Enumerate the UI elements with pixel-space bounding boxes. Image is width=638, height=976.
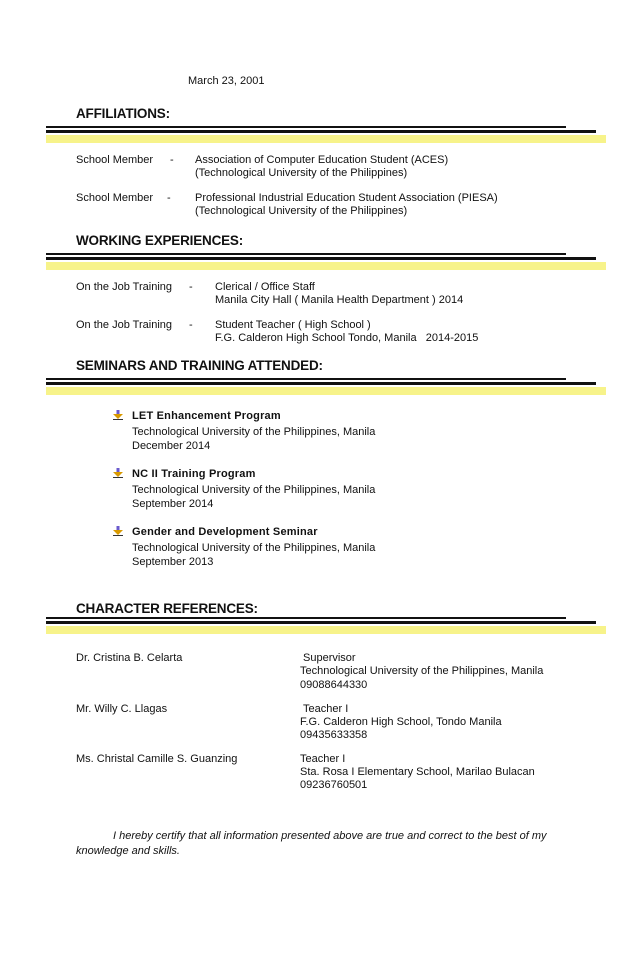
section-rule-highlight (46, 262, 606, 270)
reference-org: Technological University of the Philippines, Manila (300, 665, 544, 677)
seminar-date: September 2014 (132, 498, 214, 510)
certification-statement (76, 829, 566, 859)
affiliation-role: School Member (76, 154, 154, 166)
reference-name: Mr. Willy C. Llagas (76, 703, 168, 715)
seminar-place: Technological University of the Philippines, Manila (132, 484, 376, 496)
reference-position: Teacher I (300, 753, 346, 765)
affiliation-org: Professional Industrial Education Student Association (PIESA) (195, 192, 498, 204)
section-rule-thin (46, 126, 566, 128)
section-rule-thick (46, 621, 596, 624)
reference-position: Supervisor (303, 652, 356, 664)
section-rule-highlight (46, 626, 606, 634)
seminar-title: Gender and Development Seminar (132, 526, 318, 538)
affiliation-org: Association of Computer Education Student (ACES) (195, 154, 449, 166)
seminar-place: Technological University of the Philippines, Manila (132, 426, 376, 438)
reference-org: Sta. Rosa I Elementary School, Marilao Bulacan (300, 766, 535, 778)
section-rule-thick (46, 257, 596, 260)
section-rule-highlight (46, 135, 606, 143)
affiliations-heading: AFFILIATIONS: (76, 106, 170, 121)
work-place: Manila City Hall ( Manila Health Department ) 2014 (215, 294, 464, 306)
affiliation-role: School Member (76, 192, 154, 204)
references-heading: CHARACTER REFERENCES: (76, 601, 258, 616)
reference-phone: 09236760501 (300, 779, 368, 791)
affiliation-school: (Technological University of the Philippines) (195, 167, 408, 179)
arrow-down-bullet-icon (113, 526, 123, 536)
arrow-down-bullet-icon (113, 468, 123, 478)
top-date: March 23, 2001 (188, 75, 265, 87)
certification-line: I hereby certify that all information presented above are true and correct to the best of my (113, 830, 547, 842)
seminar-place: Technological University of the Philippines, Manila (132, 542, 376, 554)
reference-org: F.G. Calderon High School, Tondo Manila (300, 716, 502, 728)
section-rule-highlight (46, 387, 606, 395)
work-separator: - (189, 281, 193, 293)
work-title: Student Teacher ( High School ) (215, 319, 371, 331)
section-rule-thin (46, 617, 566, 619)
reference-position: Teacher I (303, 703, 349, 715)
section-rule-thin (46, 378, 566, 380)
work-heading: WORKING EXPERIENCES: (76, 233, 244, 248)
section-rule-thick (46, 382, 596, 385)
section-rule-thick (46, 130, 596, 133)
reference-name: Ms. Christal Camille S. Guanzing (76, 753, 238, 765)
affiliation-separator: - (170, 154, 174, 166)
work-title: Clerical / Office Staff (215, 281, 315, 293)
work-role: On the Job Training (76, 281, 173, 293)
seminar-date: December 2014 (132, 440, 211, 452)
seminar-title: NC II Training Program (132, 468, 256, 480)
seminar-date: September 2013 (132, 556, 214, 568)
work-separator: - (189, 319, 193, 331)
section-rule-thin (46, 253, 566, 255)
affiliation-school: (Technological University of the Philippines) (195, 205, 408, 217)
work-role: On the Job Training (76, 319, 173, 331)
affiliation-separator: - (167, 192, 171, 204)
reference-phone: 09088644330 (300, 679, 368, 691)
seminar-title: LET Enhancement Program (132, 410, 281, 422)
arrow-down-bullet-icon (113, 410, 123, 420)
certification-line: knowledge and skills. (76, 845, 180, 857)
seminars-heading: SEMINARS AND TRAINING ATTENDED: (76, 358, 323, 373)
work-place: F.G. Calderon High School Tondo, Manila 2014-2015 (215, 332, 479, 344)
reference-phone: 09435633358 (300, 729, 368, 741)
reference-name: Dr. Cristina B. Celarta (76, 652, 183, 664)
